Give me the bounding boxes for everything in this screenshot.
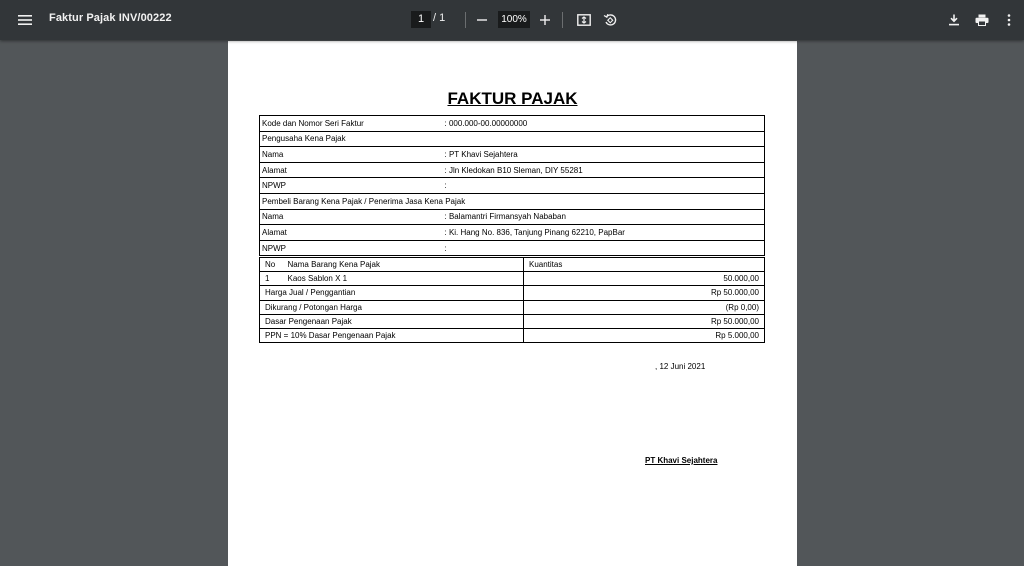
table-row (260, 286, 765, 300)
rotate-icon (603, 13, 617, 27)
summary-value: Rp 50.000,00 (524, 314, 765, 328)
signature-name: PT Khavi Sejahtera (645, 456, 718, 465)
info-value: : 000.000-00.00000000 (443, 116, 765, 132)
info-label: Alamat (260, 225, 443, 241)
item-qty: 50.000,00 (524, 272, 765, 286)
table-row (260, 300, 765, 314)
rotate-button[interactable] (596, 6, 624, 34)
document-heading: FAKTUR PAJAK (447, 89, 578, 108)
item-name: Kaos Sablon X 1 (286, 272, 524, 286)
item-no: 1 (260, 272, 286, 286)
section-label-buyer: Pembeli Barang Kena Pajak / Penerima Jasa Kena Pajak (260, 193, 765, 209)
info-label: Alamat (260, 162, 443, 178)
column-header-qty: Kuantitas (524, 258, 765, 272)
table-row (260, 193, 765, 209)
info-label: NPWP (260, 178, 443, 194)
pdf-toolbar (0, 0, 1024, 40)
info-value: : PT Khavi Sejahtera (443, 147, 765, 163)
summary-value: Rp 50.000,00 (524, 286, 765, 300)
table-row (260, 131, 765, 147)
table-header-row (260, 258, 765, 272)
table-row (260, 209, 765, 225)
table-row (260, 178, 765, 194)
zoom-in-button[interactable] (531, 6, 559, 34)
column-header-name: Nama Barang Kena Pajak (286, 258, 524, 272)
info-value: : (444, 243, 447, 253)
summary-label: PPN = 10% Dasar Pengenaan Pajak (260, 328, 524, 342)
print-button[interactable] (968, 6, 996, 34)
summary-label: Harga Jual / Penggantian (260, 286, 524, 300)
items-table (259, 257, 765, 343)
column-header-no: No (260, 258, 286, 272)
invoice-document (228, 41, 797, 566)
info-value: : Ki. Hang No. 836, Tanjung Pinang 62210, PapBar (443, 225, 765, 241)
more-icon (1007, 14, 1011, 26)
minus-icon (477, 15, 487, 25)
table-row (260, 272, 765, 286)
info-label: NPWP (262, 243, 286, 253)
pdf-page (228, 41, 797, 566)
plus-icon (540, 15, 550, 25)
info-value: : Balamantri Firmansyah Nababan (443, 209, 765, 225)
menu-icon[interactable] (11, 6, 39, 34)
tax-info-table (259, 115, 765, 256)
toolbar-divider (562, 12, 563, 28)
info-label: Kode dan Nomor Seri Faktur (260, 116, 443, 132)
summary-label: Dikurang / Potongan Harga (260, 300, 524, 314)
fit-page-icon (577, 14, 591, 26)
info-value: : (443, 178, 765, 194)
zoom-input[interactable]: 100% (498, 11, 530, 28)
summary-label: Dasar Pengenaan Pajak (260, 314, 524, 328)
info-label: Nama (260, 147, 443, 163)
page-total: / 1 (433, 12, 446, 24)
table-row (260, 116, 765, 132)
download-icon (948, 14, 960, 26)
summary-value: (Rp 0,00) (524, 300, 765, 314)
table-row (260, 328, 765, 342)
info-label: Nama (260, 209, 443, 225)
toolbar-divider (465, 12, 466, 28)
summary-value: Rp 5.000,00 (715, 331, 759, 341)
table-row (260, 162, 765, 178)
table-row (260, 225, 765, 241)
table-row (260, 147, 765, 163)
page-number-input[interactable]: 1 (411, 11, 431, 28)
section-label-seller: Pengusaha Kena Pajak (260, 131, 765, 147)
fit-page-button[interactable] (570, 6, 598, 34)
print-icon (975, 14, 989, 26)
info-value: : Jln Kledokan B10 Sleman, DIY 55281 (443, 162, 765, 178)
zoom-out-button[interactable] (468, 6, 496, 34)
download-button[interactable] (940, 6, 968, 34)
table-row (260, 314, 765, 328)
table-row (260, 240, 765, 256)
document-date: , 12 Juni 2021 (655, 362, 706, 371)
more-options-button[interactable] (995, 6, 1023, 34)
document-title: Faktur Pajak INV/00222 (49, 12, 172, 24)
